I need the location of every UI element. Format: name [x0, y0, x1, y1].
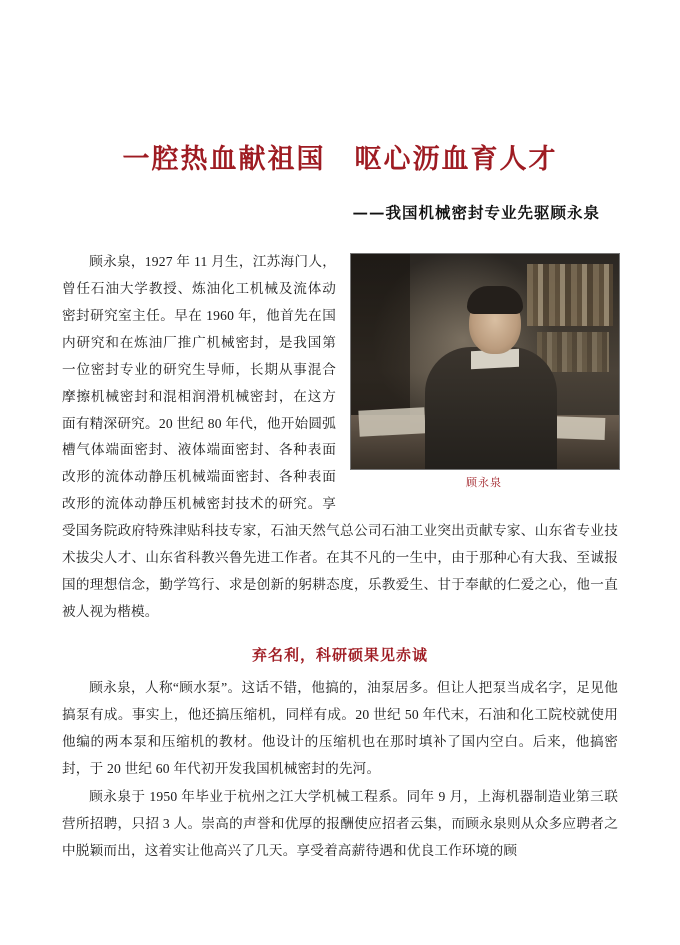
body-paragraph-1: 顾永泉，人称“顾水泵”。这话不错，他搞的，油泵居多。但让人把泵当成名字，足见他搞泵有成。事实上，他还搞压缩机，同样有成。20 世纪 50 年代末，石油和化工院校就使用他编的两本泵和压缩机的教材。他设计的压缩机也在那时填补了国内空白。后来，他搞密封，于 20 世纪 60 年代初开发我国机械密封的先河。	[62, 679, 618, 776]
page-subtitle: ——我国机械密封专业先驱顾永泉	[352, 203, 600, 223]
subtitle-row	[62, 201, 618, 223]
article-body	[62, 249, 618, 865]
intro-paragraph: 顾永泉，1927 年 11 月生，江苏海门人，曾任石油大学教授、炼油化工机械及流体动密封研究室主任。早在 1960 年，他首先在国内研究和在炼油厂推广机械密封，是我国第一位密封专业的研究生导师，长期从事混合摩擦机械密封和混相润滑机械密封，在这方面有精深研究。20 世纪 80 年代，他开始圆弧槽气体端面密封、液体端面密封、各种表面改形的流体动静压机械端面密封、各种表面改形的流体动静压机械密封技术的研究。享受国务院政府特殊津贴科技专家，石油天然气总公司石油工业突出贡献专家、山东省专业技术拔尖人才、山东省科教兴鲁先进工作者。在其不凡的一生中，由于那种心有大我、至诚报国的理想信念，勤学笃行、求是创新的躬耕态度，乐教爱生、甘于奉献的仁爱之心，他一直被人视为楷模。	[62, 254, 618, 619]
portrait-figure	[350, 253, 618, 490]
person-hair-shape	[467, 286, 523, 314]
portrait-photo	[350, 253, 620, 470]
title-block	[62, 0, 618, 223]
body-paragraph-2: 顾永泉于 1950 年毕业于杭州之江大学机械工程系。同年 9 月，上海机器制造业第三联营所招聘，只招 3 人。崇高的声誉和优厚的报酬使应招者云集，而顾永泉则从众多应聘者之中脱颖而出，这着实让他高兴了几天。享受着高薪待遇和优良工作环境的顾	[62, 789, 618, 859]
page-title: 一腔热血献祖国 呕心沥血育人才	[122, 144, 558, 175]
figure-caption: 顾永泉	[466, 477, 502, 490]
bookshelf-icon	[527, 264, 613, 326]
papers-shape	[358, 407, 425, 436]
section-heading: 弃名利，科研硕果见赤诚	[251, 645, 428, 664]
